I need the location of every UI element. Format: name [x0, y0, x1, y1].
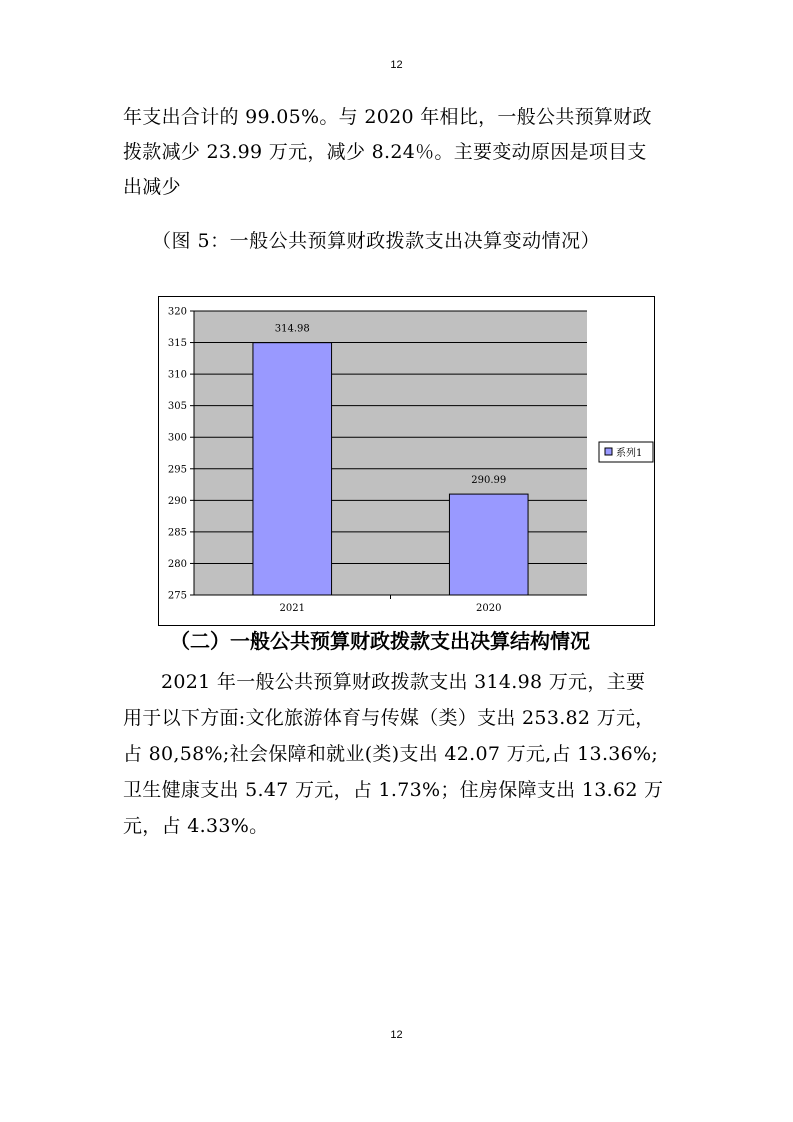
y-tick-label: 275 — [167, 590, 187, 602]
y-tick-label: 320 — [167, 306, 187, 318]
paragraph-line: 用于以下方面:文化旅游体育与传媒（类）支出 253.82 万元， — [123, 707, 655, 729]
y-tick-label: 310 — [167, 369, 187, 381]
paragraph-budget-comparison — [123, 100, 683, 205]
paragraph-line: 卫生健康支出 5.47 万元，占 1.73%；住房保障支出 13.62 万 — [123, 779, 664, 801]
paragraph-line: 占 80,58%;社会保障和就业(类)支出 42.07 万元,占 13.36%; — [123, 743, 659, 765]
page-number-top: 12 — [390, 59, 403, 71]
y-tick-label: 305 — [167, 401, 187, 413]
bar-data-label: 290.99 — [471, 475, 507, 487]
section-heading: （二）一般公共预算财政拨款支出决算结构情况 — [170, 629, 590, 653]
bar-data-label: 314.98 — [274, 323, 310, 335]
legend-label: 系列1 — [616, 448, 643, 459]
page-number-bottom: 12 — [390, 1029, 403, 1041]
y-tick-label: 290 — [167, 495, 187, 507]
legend-swatch — [605, 448, 612, 455]
y-tick-label: 315 — [167, 338, 187, 350]
bar-2021 — [253, 343, 332, 595]
figure-caption: （图 5：一般公共预算财政拨款支出决算变动情况） — [152, 230, 601, 252]
bar-chart — [158, 296, 655, 626]
y-tick-label: 300 — [167, 432, 187, 444]
x-tick-label: 2020 — [476, 603, 502, 614]
y-tick-label: 285 — [167, 527, 187, 539]
legend — [599, 442, 653, 462]
paragraph-line: 出减少 — [123, 176, 181, 198]
y-tick-label: 280 — [167, 558, 187, 570]
paragraph-line: 2021 年一般公共预算财政拨款支出 314.98 万元，主要 — [161, 671, 646, 693]
paragraph-line: 年支出合计的 99.05%。与 2020 年相比，一般公共预算财政 — [123, 106, 652, 128]
paragraph-expenditure-structure — [123, 664, 683, 844]
x-tick-label: 2021 — [279, 603, 305, 614]
y-tick-label: 295 — [167, 464, 187, 476]
paragraph-line: 拨款减少 23.99 万元，减少 8.24％。主要变动原因是项目支 — [123, 141, 647, 163]
bar-2020 — [449, 494, 528, 595]
paragraph-line: 元，占 4.33%。 — [123, 815, 269, 837]
